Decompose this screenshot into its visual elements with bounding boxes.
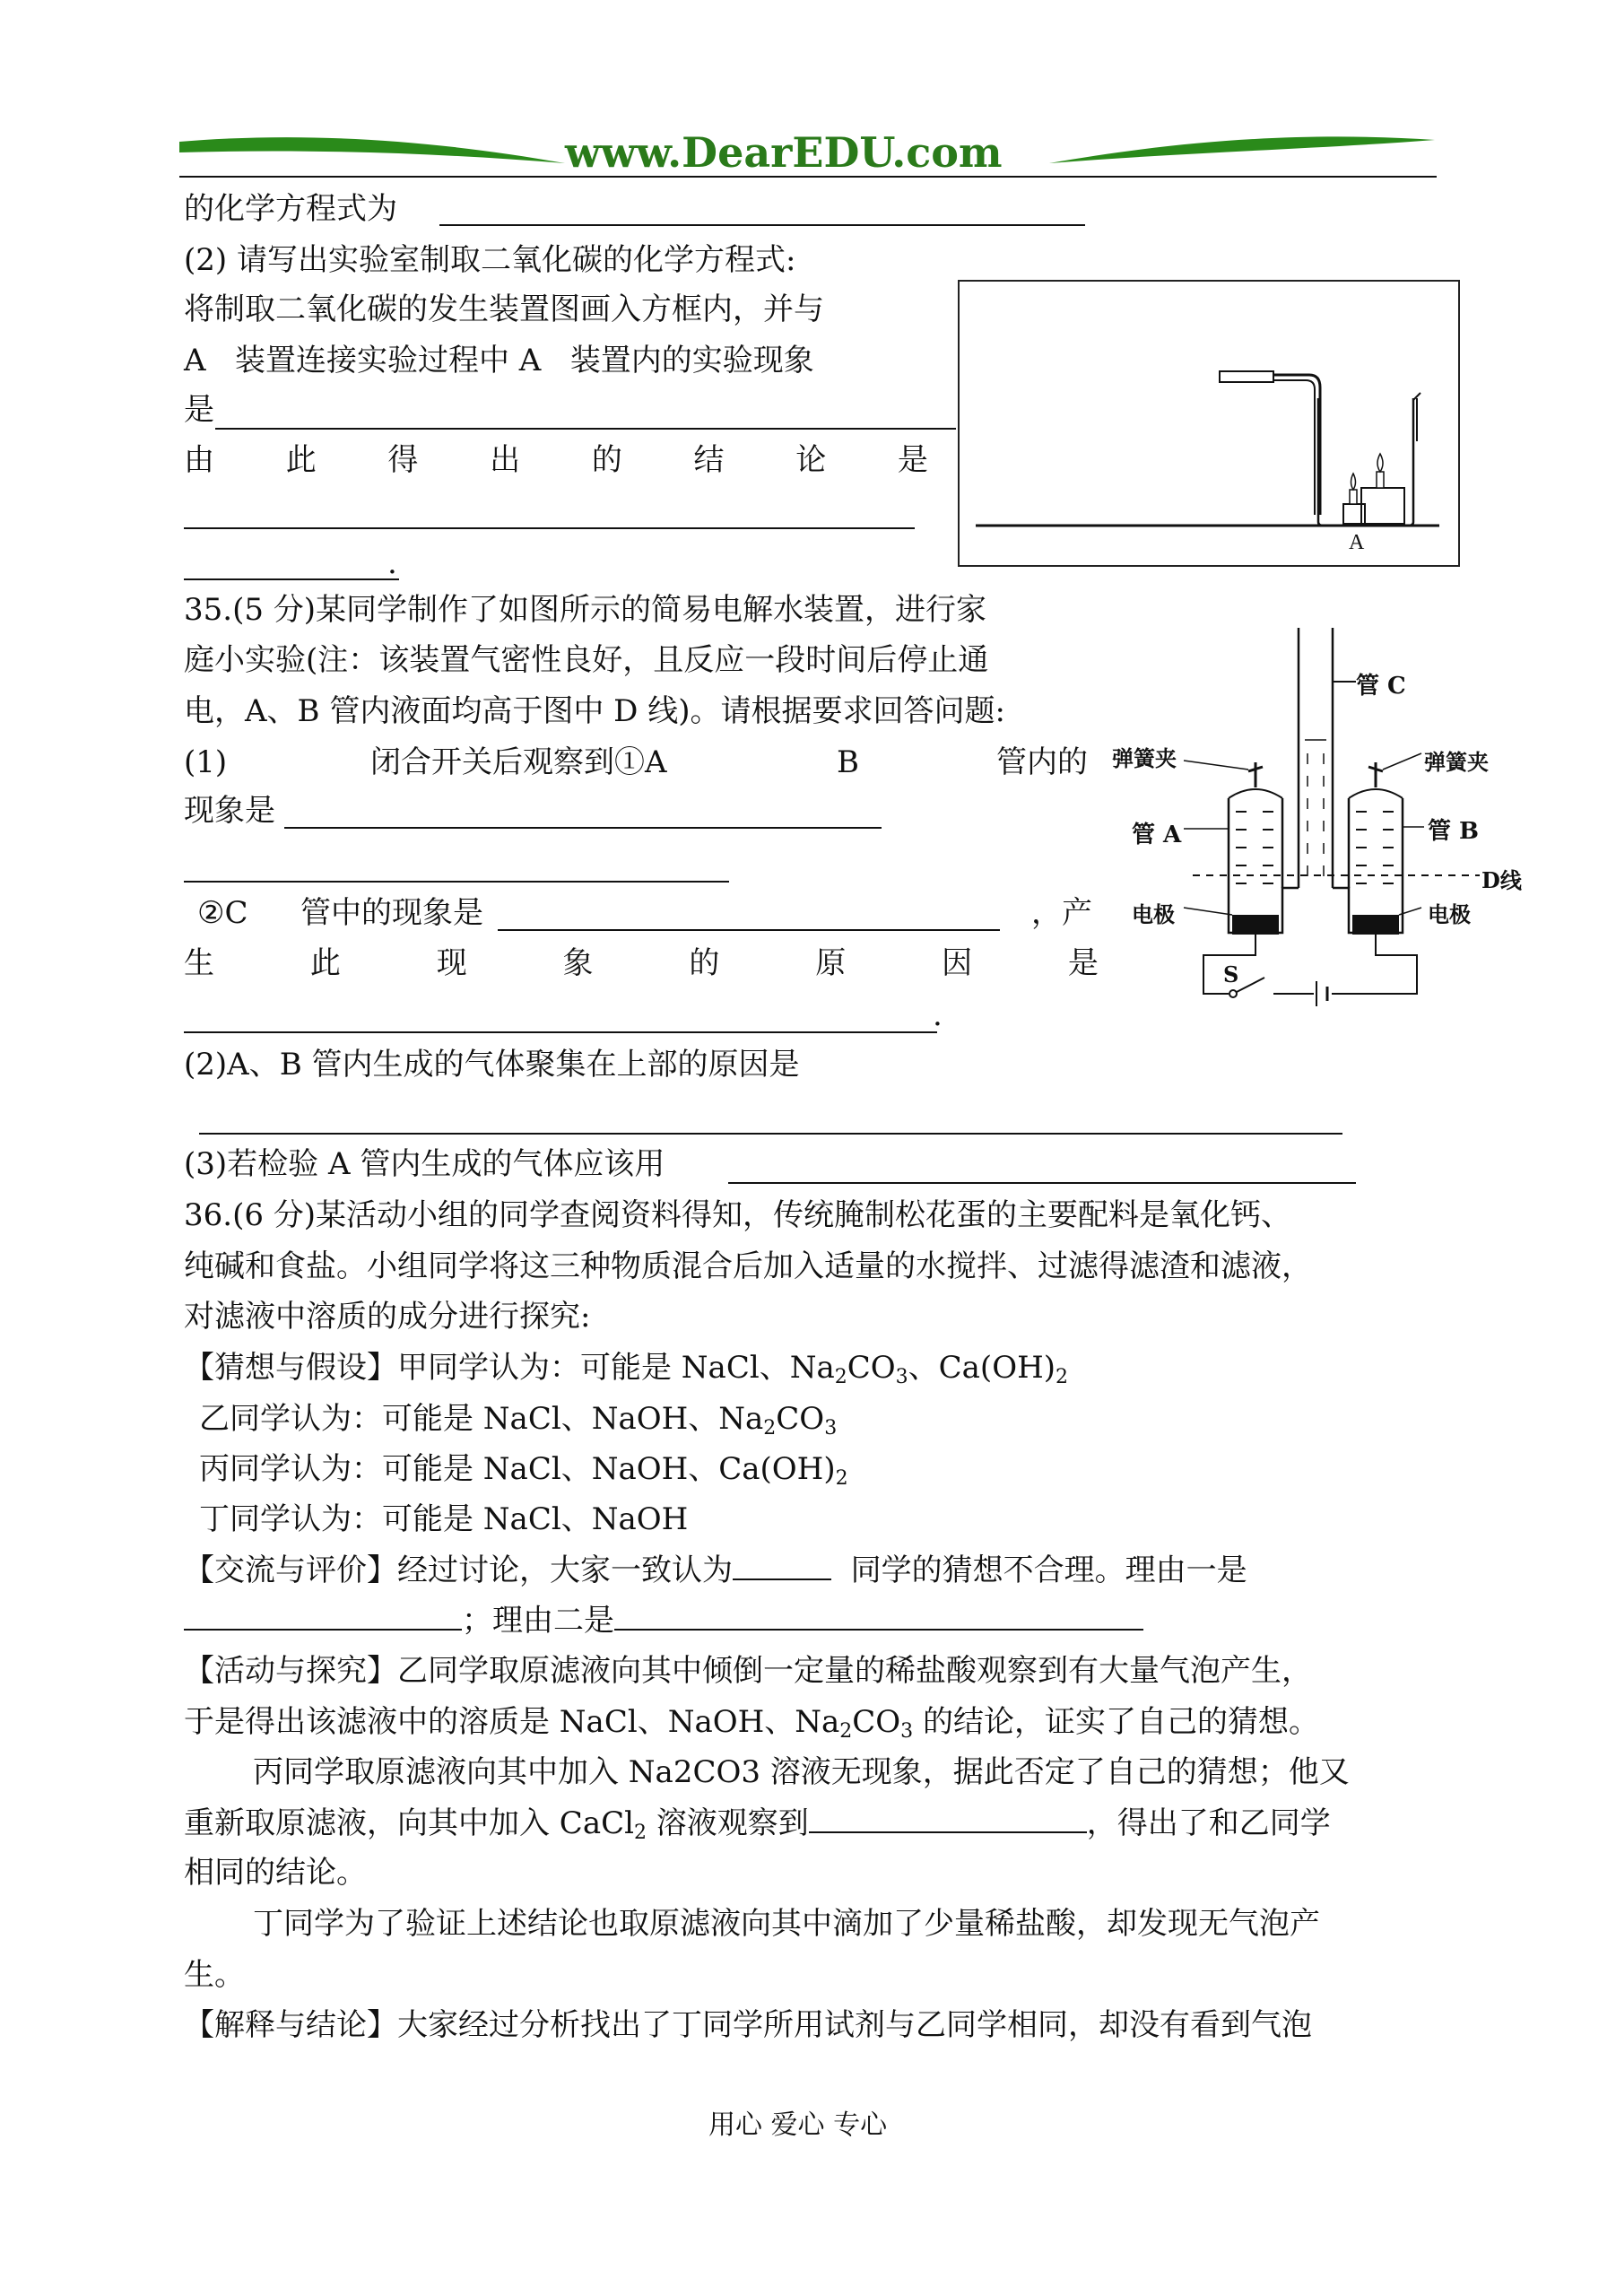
q36-bing-line1: 丙同学取原滤液向其中加入 Na2CO3 溶液无现象，据此否定了自己的猜想；他又 (253, 1754, 1350, 1790)
q36-guess-bing: 丙同学认为：可能是 NaCl、NaOH、$Ca(OH)_2$ (199, 1451, 848, 1490)
q35-line3: 电，A、B 管内液面均高于图中 D 线)。请根据要求回答问题: (184, 693, 1005, 729)
q35-part1-line2: 现象是 (184, 793, 275, 829)
q34-figure-label-a: A (1349, 531, 1365, 554)
q34-apparatus-a-figure (960, 282, 1455, 561)
q36-ding-line2: 生。 (184, 1957, 245, 1993)
q34-answer-blank-phenomenon[interactable] (215, 428, 956, 430)
document-page: www.DearEDU.com 的化学方程式为 (2) 请写出实验室制取二氧化碳的化学方程式: 将制取二氧化碳的发生装置图画入方框内，并与 A 装置连接实验过程中 A 装置内的实验现象 是 由 此 得 出 的 结 论 是 . A 35.(5 分)某同学制作了如图所示的简易电解水装置，进行家 庭小实验(注：该装置气密性良好，且反应一段时间后停止通 电，A、B 管内液面均高于图中 D 线)。请根据要求回答问题: (1) 闭合开关后观察到①A B 管内的 现象是 ②C 管中的现象是 ，产 生 此 现 象 的 原 因 是 . (2)A、B 管内生成的气体聚集在上部的原因是 (3)若检验 A 管内生成的气体应该用 管 C 弹簧夹 弹簧夹 管 A 管 B D线 电极 电极 S 36.(6 分)某活动小组的同学查阅资料得知，传统腌制松花蛋的主要配料是氧化钙、 纯碱和食盐。小组同学将这三种物质混合后加入适量的水搅拌、过滤得滤渣和滤液， 对滤液中溶质的成分进行探究: 【猜想与假设】甲同学认为：可能是 NaCl、$Na_2CO_3$、$Ca(OH)_2$ 乙同学认为：可能是 NaCl、NaOH、$Na_2CO_3$ 丙同学认为：可能是 NaCl、NaOH、$Ca(OH)_2$ 丁同学认为：可能是 NaCl、NaOH 【交流与评价】经过讨论，大家一致认为 同学的猜想不合理。理由一是 ；理由二是 【活动与探究】乙同学取原滤液向其中倾倒一定量的稀盐酸观察到有大量气泡产生， 于是得出该滤液中的溶质是 NaCl、NaOH、$Na_2CO_3$ 的结论，证实了自己的猜想。 丙同学取原滤液向其中加入 Na2CO3 溶液无现象，据此否定了自己的猜想；他又 重新取原滤液，向其中加入 CaCl$_2$ 溶液观察到 ，得出了和乙同学 相同的结论。 丁同学为了验证上述结论也取原滤液向其中滴加了少量稀盐酸，却发现无气泡产 生。 【解释与结论】大家经过分析找出了丁同学所用试剂与乙同学相同，却没有看到气泡 用心 爱心 专心 (0, 0, 1616, 2296)
q34-conclusion-line: 由 此 得 出 的 结 论 是 (184, 442, 928, 478)
q36-line2: 纯碱和食盐。小组同学将这三种物质混合后加入适量的水搅拌、过滤得滤渣和滤液， (184, 1248, 1312, 1284)
q35-fig-electrode-left-label: 电极 (1132, 901, 1175, 927)
q35-answer-blank-c[interactable] (498, 929, 1000, 931)
q36-explanation-line1: 【解释与结论】大家经过分析找出了丁同学所用试剂与乙同学相同，却没有看到气泡 (184, 2007, 1312, 2043)
q34-conclusion-end: . (387, 545, 397, 581)
q35-fig-electrode-right-label: 电极 (1428, 901, 1471, 927)
q36-eval-line: 【交流与评价】经过讨论，大家一致认为 同学的猜想不合理。理由一是 (184, 1552, 1247, 1588)
q36-answer-blank-cacl2-observation[interactable] (809, 1805, 1087, 1833)
q36-line1: 36.(6 分)某活动小组的同学查阅资料得知，传统腌制松花蛋的主要配料是氧化钙、 (184, 1197, 1292, 1233)
q35-line2: 庭小实验(注：该装置气密性良好，且反应一段时间后停止通 (184, 642, 989, 678)
q36-guess-jia: 【猜想与假设】甲同学认为：可能是 NaCl、$Na_2CO_3$、$Ca(OH)_2$ (184, 1350, 1068, 1388)
q34-answer-blank-conclusion-2[interactable] (184, 578, 399, 580)
q35-fig-tube-a-label: 管 A (1132, 822, 1182, 848)
q36-activity-line2: 于是得出该滤液中的溶质是 NaCl、NaOH、$Na_2CO_3$ 的结论，证实了自己的猜想。 (184, 1704, 1319, 1743)
q36-guess-yi: 乙同学认为：可能是 NaCl、NaOH、$Na_2CO_3$ (199, 1401, 838, 1439)
q34-line1: 的化学方程式为 (184, 191, 397, 227)
q35-part3: (3)若检验 A 管内生成的气体应该用 (184, 1146, 665, 1182)
q36-answer-blank-student[interactable] (733, 1552, 831, 1580)
q35-answer-blank-ab-1[interactable] (284, 827, 882, 829)
q35-part2: (2)A、B 管内生成的气体聚集在上部的原因是 (184, 1047, 800, 1083)
q36-activity-line1: 【活动与探究】乙同学取原滤液向其中倾倒一定量的稀盐酸观察到有大量气泡产生， (184, 1653, 1312, 1689)
q35-fig-tube-c-label: 管 C (1356, 673, 1406, 700)
q36-bing-line3: 相同的结论。 (184, 1855, 367, 1891)
q34-part2-line4: 是 (184, 392, 214, 428)
q36-ding-line1: 丁同学为了验证上述结论也取原滤液向其中滴加了少量稀盐酸，却发现无气泡产 (253, 1906, 1320, 1942)
q34-answer-blank-conclusion-1[interactable] (184, 527, 915, 529)
header-swoosh-left (179, 133, 565, 169)
q36-eval-reasons: ；理由二是 (184, 1602, 1143, 1639)
footer-motto: 用心 爱心 专心 (708, 2109, 888, 2141)
q35-answer-blank-ab-2[interactable] (184, 881, 729, 883)
q35-fig-clip-left-label: 弹簧夹 (1112, 745, 1177, 771)
q35-line1: 35.(5 分)某同学制作了如图所示的简易电解水装置，进行家 (184, 592, 987, 628)
q35-electrolysis-figure (1121, 619, 1542, 1013)
q35-answer-blank-part2[interactable] (199, 1133, 1342, 1135)
q35-answer-blank-reason[interactable] (184, 1031, 937, 1033)
q34-answer-blank-equation[interactable] (439, 224, 1085, 226)
q36-line3: 对滤液中溶质的成分进行探究: (184, 1299, 591, 1335)
q36-answer-blank-reason1[interactable] (184, 1602, 462, 1631)
q36-answer-blank-reason2[interactable] (614, 1602, 1143, 1631)
header-swoosh-right (1049, 133, 1435, 169)
q34-part2-line3: A 装置连接实验过程中 A 装置内的实验现象 (184, 343, 814, 378)
header-site-url: www.DearEDU.com (565, 128, 1003, 177)
q35-reason-end: . (933, 997, 943, 1033)
q35-fig-tube-b-label: 管 B (1428, 818, 1480, 845)
q35-fig-clip-right-label: 弹簧夹 (1424, 749, 1489, 775)
header-rule (179, 176, 1437, 178)
q35-reason-line: 生 此 现 象 的 原 因 是 (184, 945, 1099, 981)
q35-fig-switch-label: S (1223, 961, 1239, 987)
q36-guess-ding: 丁同学认为：可能是 NaCl、NaOH (199, 1501, 689, 1537)
q36-bing-line2: 重新取原滤液，向其中加入 CaCl$_2$ 溶液观察到 ，得出了和乙同学 (184, 1805, 1331, 1844)
q35-answer-blank-part3[interactable] (728, 1182, 1356, 1184)
q34-part2-line2: 将制取二氧化碳的发生装置图画入方框内，并与 (184, 291, 824, 327)
q35-fig-d-line-label: D线 (1481, 867, 1522, 893)
q34-part2-line1: (2) 请写出实验室制取二氧化碳的化学方程式: (184, 242, 796, 278)
